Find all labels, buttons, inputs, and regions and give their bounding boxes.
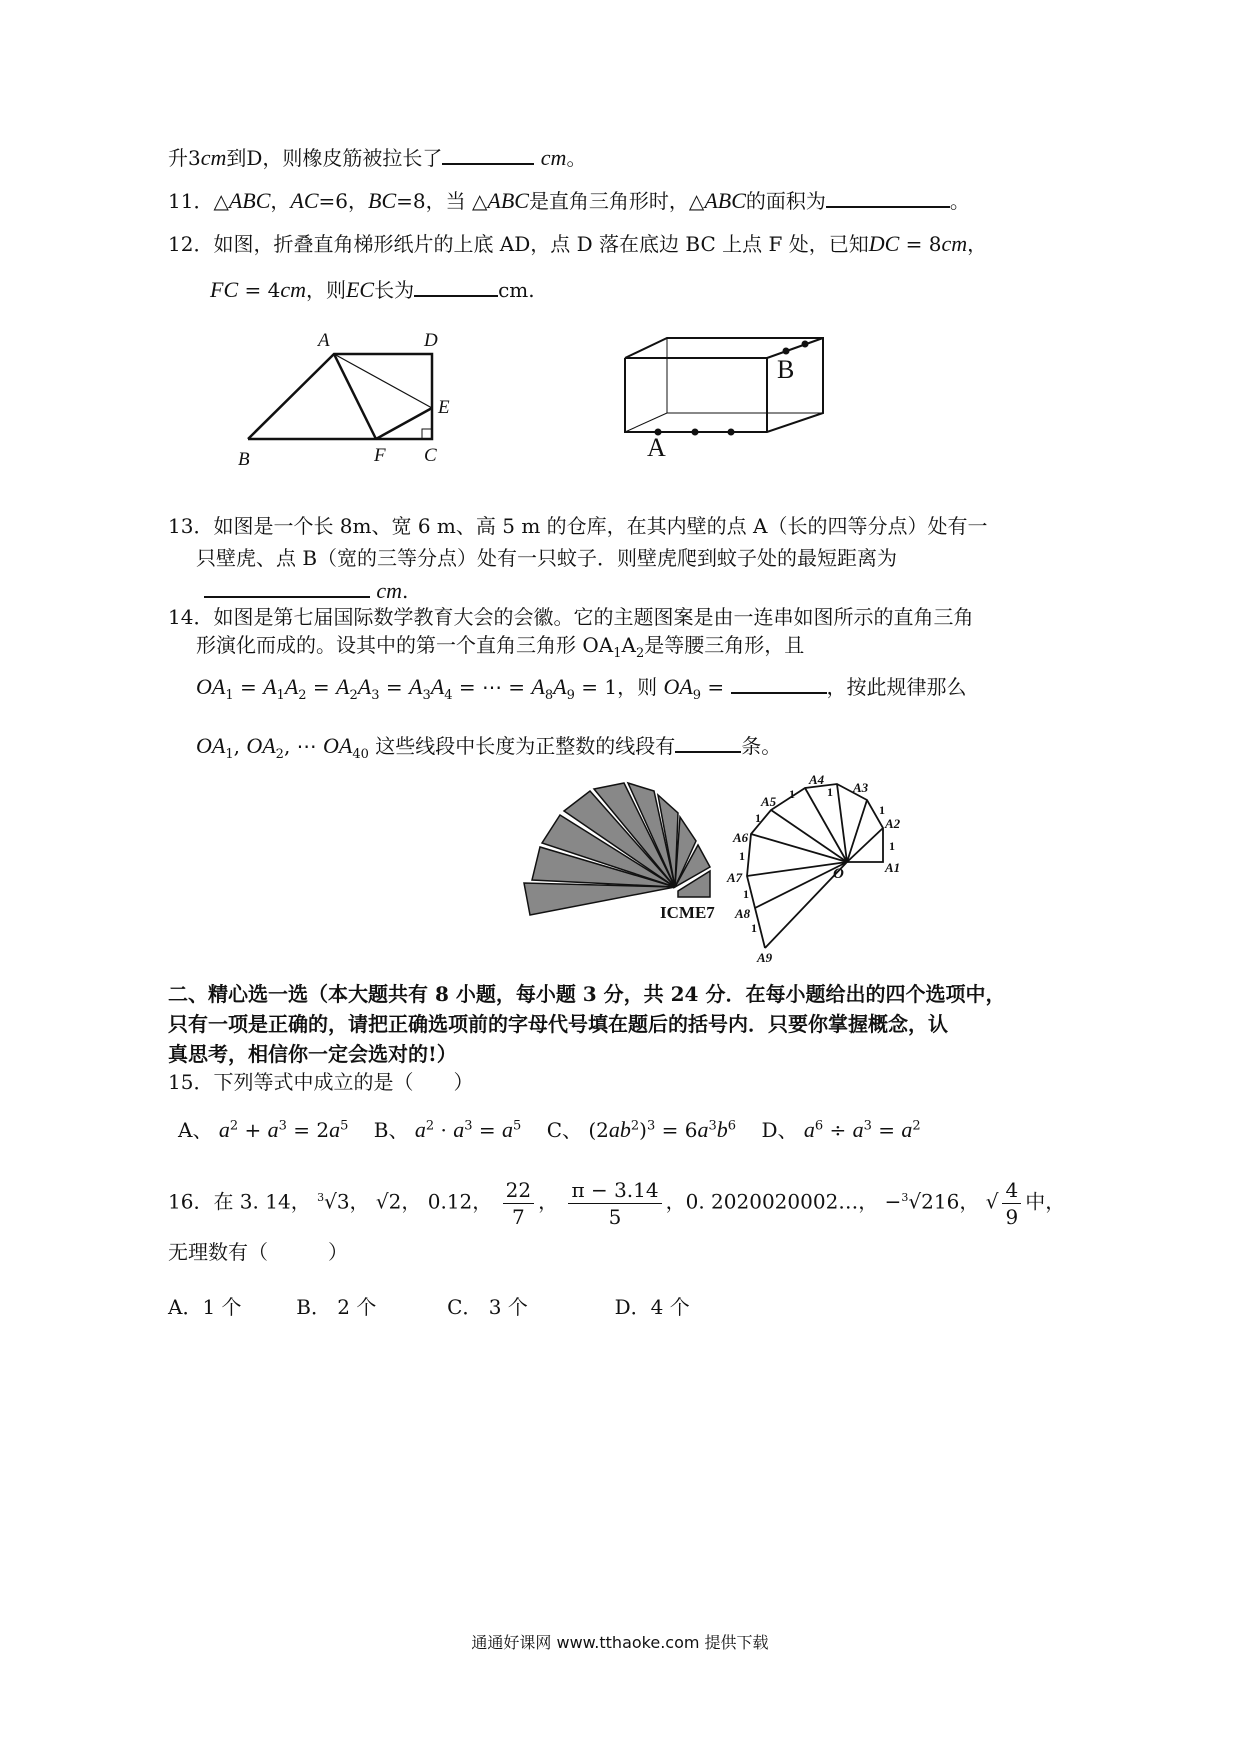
question-13: 13．如图是一个长 8m、宽 6 m、高 5 m 的仓库，在其内壁的点 A（长的四等分点）处有一 — [168, 514, 988, 538]
question-12: 12．如图，折叠直角梯形纸片的上底 AD，点 D 落在底边 BC 上点 F 处，已知DC = 8cm， — [168, 231, 988, 256]
label-b: B — [777, 355, 795, 384]
label-a: A — [647, 433, 666, 462]
label-o: O — [833, 866, 844, 882]
option-c[interactable]: C、 $(2ab^2)^3 = 6a^3b^6$ — [546, 1116, 737, 1142]
option-d[interactable]: D、 $a^6 \div a^3 = a^2$ — [761, 1116, 921, 1142]
figure-spiral — [725, 770, 915, 965]
svg-text:A5: A5 — [761, 794, 777, 809]
option-a[interactable]: A．1 个 — [168, 1295, 242, 1319]
label-c: C — [424, 445, 437, 466]
figure-trapezoid — [230, 325, 470, 475]
svg-text:1: 1 — [755, 811, 761, 825]
svg-text:1: 1 — [743, 887, 749, 901]
footer-watermark: 通通好课网 www.tthaoke.com 提供下载 — [471, 1633, 769, 1652]
svg-text:A7: A7 — [727, 870, 743, 885]
svg-text:A6: A6 — [733, 830, 749, 845]
answer-blank[interactable] — [414, 275, 498, 297]
section-2-header-line2: 只有一项是正确的，请把正确选项前的字母代号填在题后的括号内．只要你掌握概念，认 — [168, 1012, 948, 1036]
section-2-header: 二、精心选一选（本大题共有 8 小题，每小题 3 分，共 24 分．在每小题给出的四个选项中， — [168, 982, 1006, 1006]
label-d: D — [424, 330, 438, 351]
option-b[interactable]: B． 2 个 — [296, 1295, 377, 1319]
svg-text:1: 1 — [889, 839, 895, 853]
question-11: 11．△ABC，AC=6，BC=8，当 △ABC是直角三角形时，△ABC的面积为 。 — [168, 188, 970, 213]
q10-tail: 升3cm到D，则橡皮筋被拉长了 cm。 — [168, 145, 587, 170]
section-2-header-line3: 真思考，相信你一定会选对的!） — [168, 1042, 457, 1066]
answer-blank[interactable] — [731, 672, 827, 694]
question-14: 14．如图是第七届国际数学教育大会的会徽。它的主题图案是由一连串如图所示的直角三角 — [168, 605, 974, 629]
question-12-line2: FC = 4cm，则EC长为 cm. — [210, 277, 535, 302]
question-16-line2: 无理数有（ ） — [168, 1240, 348, 1264]
figure-icme7-logo — [520, 785, 720, 925]
question-14-line4: $OA_1$, $OA_2$, ⋯ $OA_{40}$ 这些线段中长度为正整数的线段有 条。 — [196, 733, 782, 762]
question-16: 16．在 3. 14， $^3$√3， √2， 0.12， $\frac{22}{7}$ ， $\frac{\pi - 3.14}{5}$ ，0. 2020020002…， −$^3$√216， √ $\frac{4}{9}$ 中， — [168, 1177, 1066, 1229]
question-14-line2: 形演化而成的。设其中的第一个直角三角形 $OA_1A_2$是等腰三角形，且 — [196, 633, 805, 661]
svg-text:1: 1 — [879, 803, 885, 817]
svg-text:1: 1 — [739, 849, 745, 863]
answer-blank[interactable] — [826, 186, 950, 208]
svg-text:1: 1 — [789, 787, 795, 801]
answer-blank[interactable] — [204, 576, 370, 598]
label-a: A — [318, 330, 330, 351]
question-13-line3: cm. — [204, 576, 408, 605]
svg-text:A2: A2 — [885, 816, 901, 831]
question-14-line3: $OA_1 = A_1A_2 = A_2A_3 = A_3A_4$ = ⋯ = $A_8A_9 = 1$，则 $OA_9$ = ，按此规律那么 — [196, 674, 967, 703]
figure-warehouse — [615, 330, 845, 465]
label-b: B — [238, 449, 250, 470]
svg-text:A9: A9 — [757, 950, 773, 965]
answer-blank[interactable] — [675, 731, 741, 753]
svg-text:A3: A3 — [853, 780, 869, 795]
label-e: E — [438, 397, 450, 418]
svg-text:A8: A8 — [735, 906, 751, 921]
question-16-options — [168, 1293, 690, 1321]
option-c[interactable]: C． 3 个 — [447, 1295, 528, 1319]
option-b[interactable]: B、 $a^2 \cdot a^3 = a^5$ — [373, 1116, 522, 1142]
svg-text:1: 1 — [751, 921, 757, 935]
question-15: 15．下列等式中成立的是（ ） — [168, 1070, 474, 1094]
logo-text: ICME7 — [660, 903, 715, 922]
svg-text:A4: A4 — [809, 772, 825, 787]
label-f: F — [374, 445, 386, 466]
question-15-options — [178, 1112, 921, 1144]
svg-text:1: 1 — [827, 785, 833, 799]
svg-text:A1: A1 — [885, 860, 901, 875]
answer-blank[interactable] — [442, 143, 534, 165]
option-a[interactable]: A、 $a^2 + a^3 = 2a^5$ — [178, 1116, 349, 1142]
question-13-line2: 只壁虎、点 B（宽的三等分点）处有一只蚊子．则壁虎爬到蚊子处的最短距离为 — [196, 546, 898, 570]
option-d[interactable]: D．4 个 — [614, 1295, 690, 1319]
